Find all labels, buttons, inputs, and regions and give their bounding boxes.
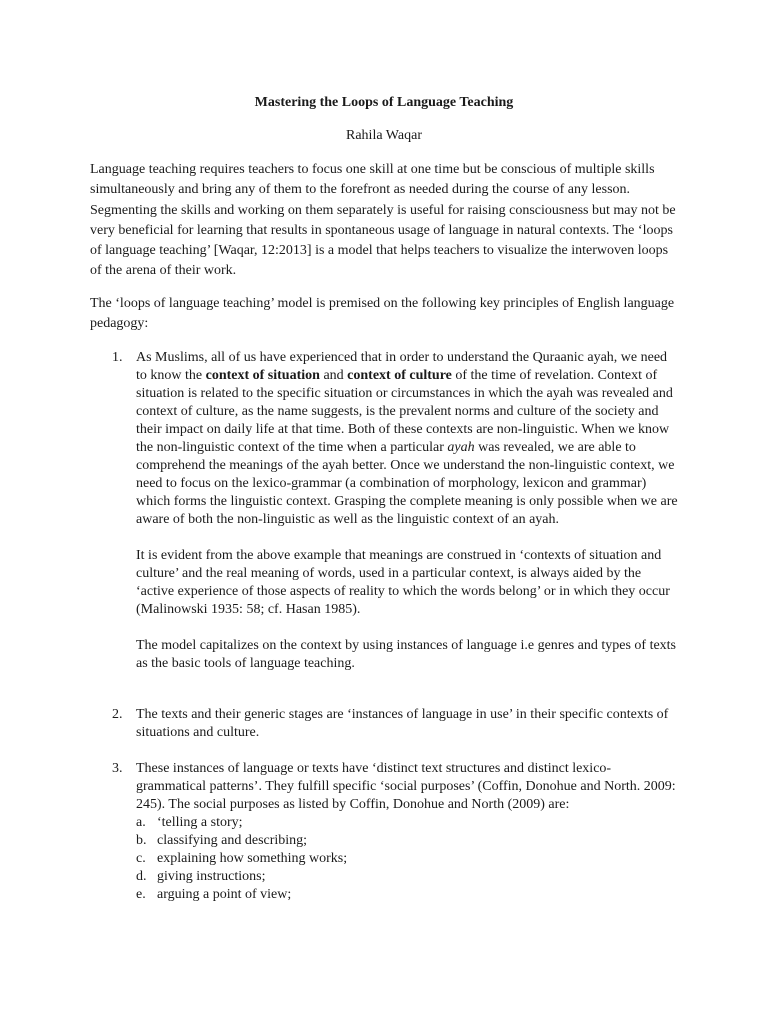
list-letter: e. <box>136 887 146 902</box>
list-letter: d. <box>136 869 147 884</box>
principle-text: The texts and their generic stages are ‘instances of language in use’ in their specific contexts of situations and culture. <box>136 707 669 740</box>
list-item-text: classifying and describing; <box>157 833 308 848</box>
principle-body <box>136 706 680 742</box>
principle-item-1 <box>112 349 680 673</box>
italic-term-ayah: ayah <box>447 440 475 455</box>
principle-body <box>136 760 680 904</box>
principles-intro-paragraph: The ‘loops of language teaching’ model is premised on the following key principles of English language pedagogy: <box>90 296 675 332</box>
text-run: As Muslims, all of us have experienced that in order to understand the Quraanic ayah, we need to know the <box>136 350 668 383</box>
list-item-text: giving instructions; <box>157 869 266 884</box>
text-run: and <box>319 368 348 383</box>
list-item <box>136 814 680 832</box>
list-letter: c. <box>136 851 146 866</box>
list-item <box>136 886 680 904</box>
list-number: 1. <box>112 350 123 365</box>
list-item-text: arguing a point of view; <box>157 887 292 902</box>
principle-item-2 <box>112 706 680 742</box>
principle-body <box>136 349 680 673</box>
list-item-text: explaining how something works; <box>157 851 348 866</box>
list-number: 3. <box>112 761 123 776</box>
principle-item-3 <box>112 760 680 904</box>
list-number: 2. <box>112 707 123 722</box>
principle-text <box>136 349 680 529</box>
principle-text: These instances of language or texts have ‘distinct text structures and distinct lexico-grammatical patterns’. They fulfill specific ‘social purposes’ (Coffin, Donohue and North. 2009: 245). The social purposes as listed by Coffin, Donohue and North (2009) are: <box>136 761 676 812</box>
list-item <box>136 868 680 886</box>
list-letter: a. <box>136 815 146 830</box>
list-item <box>136 832 680 850</box>
bold-term-context-of-situation: context of situation <box>205 368 320 383</box>
list-item-text: ‘telling a story; <box>157 815 243 830</box>
intro-paragraph: Language teaching requires teachers to focus one skill at one time but be conscious of multiple skills simultaneously and bring any of them to the forefront as needed during the course of any lesson. Segmenting the skills and working on them separately is useful for raising consciousness but may not be very beneficial for learning that results in spontaneous usage of language in natural contexts. The ‘loops of language teaching’ [Waqar, 12:2013] is a model that helps teachers to visualize the interwoven loops of the arena of their work. <box>90 162 676 279</box>
social-purposes-list <box>136 814 680 904</box>
text-run: was revealed, we are able to comprehend the meanings of the ayah better. Once we understand the non-linguistic context, we need to focus on the lexico-grammar (a combination of morphology, lexicon and grammar) which forms the linguistic context. Grasping the complete meaning is only possible when we are aware of both the non-linguistic as well as the linguistic context of an ayah. <box>136 440 678 527</box>
text-run: of the time of revelation. Context of situation is related to the specific situation or circumstances in which the ayah was revealed and context of culture, as the name suggests, is the prevalent norms and culture of the society and their impact on daily life at that time. Both of these contexts are non-linguistic. When we know the non-linguistic context of the time when a particular <box>136 368 673 455</box>
list-letter: b. <box>136 833 147 848</box>
principle-subparagraph: It is evident from the above example that meanings are construed in ‘contexts of situation and culture’ and the real meaning of words, used in a particular context, is always aided by the ‘active experience of those aspects of reality to which the words belong’ or in which they occur (Malinowski 1935: 58; cf. Hasan 1985). <box>136 548 670 617</box>
document-author: Rahila Waqar <box>346 128 422 143</box>
document-title: Mastering the Loops of Language Teaching <box>254 95 514 110</box>
bold-term-context-of-culture: context of culture <box>347 368 452 383</box>
list-item <box>136 850 680 868</box>
principle-subparagraph: The model capitalizes on the context by using instances of language i.e genres and types of texts as the basic tools of language teaching. <box>136 638 677 671</box>
